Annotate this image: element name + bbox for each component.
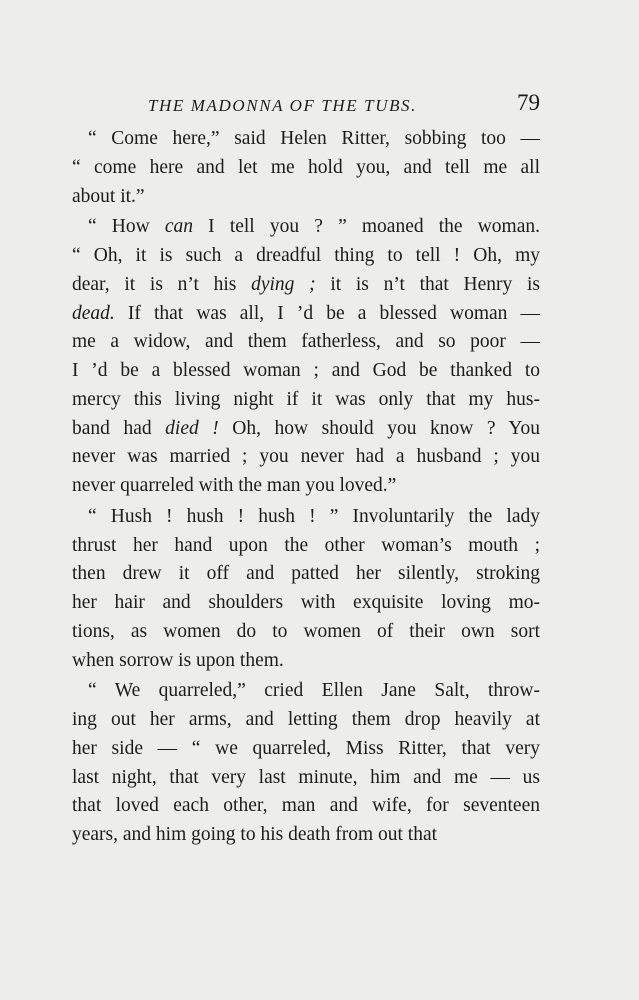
- paragraph: [72, 677, 540, 850]
- text-line: [72, 386, 540, 415]
- text-run: me a widow, and them fatherless, and so poor —: [72, 331, 540, 353]
- italic-text: dying ;: [251, 273, 316, 295]
- text-line: [72, 300, 540, 329]
- text-run: “ We quarreled,” cried Ellen Jane Salt, throw-: [88, 680, 540, 702]
- text-line: [72, 532, 540, 561]
- text-line: [72, 589, 540, 618]
- text-line: [72, 213, 540, 242]
- text-line: [72, 357, 540, 386]
- text-run: “ Hush ! hush ! hush ! ” Involuntarily the lady: [88, 505, 540, 527]
- text-run: about it.”: [72, 185, 145, 207]
- text-line: [72, 821, 540, 850]
- text-run: dear, it is n’t his: [72, 273, 252, 295]
- text-line: [72, 328, 540, 357]
- text-line: [72, 618, 540, 647]
- text-line: [72, 183, 540, 212]
- text-line: [72, 443, 540, 472]
- paragraph: [72, 213, 540, 501]
- text-line: [72, 503, 540, 532]
- text-run: never quarreled with the man you loved.”: [72, 475, 397, 496]
- body-text: [72, 125, 540, 850]
- text-line: [72, 242, 540, 271]
- text-run: never was married ; you never had a husband ; you: [72, 446, 540, 468]
- text-run: “ Oh, it is such a dreadful thing to tell ! Oh, my: [72, 245, 540, 266]
- text-run: when sorrow is upon them.: [72, 649, 284, 671]
- text-run: her hair and shoulders with exquisite loving mo-: [72, 592, 540, 613]
- text-line: [72, 472, 540, 501]
- text-line: [72, 271, 540, 300]
- text-run: that loved each other, man and wife, for seventeen: [72, 795, 540, 817]
- text-run: “ How: [88, 216, 165, 238]
- page-number: 79: [517, 90, 540, 115]
- text-line: [72, 792, 540, 821]
- text-run: thrust her hand upon the other woman’s mouth ;: [72, 534, 540, 556]
- text-line: [72, 735, 540, 764]
- text-run: I tell you ? ” moaned the woman.: [193, 216, 540, 238]
- text-run: band had: [72, 417, 166, 439]
- text-line: [72, 125, 540, 154]
- text-line: [72, 764, 540, 793]
- text-line: [72, 154, 540, 183]
- text-line: [72, 647, 540, 676]
- text-run: “ Come here,” said Helen Ritter, sobbing too —: [88, 128, 540, 149]
- text-line: [72, 415, 540, 444]
- text-run: tions, as women do to women of their own sort: [72, 620, 540, 642]
- running-title: THE MADONNA OF THE TUBS.: [148, 96, 418, 115]
- text-run: her side — “ we quarreled, Miss Ritter, that very: [72, 737, 540, 759]
- text-run: years, and him going to his death from out that: [72, 824, 438, 845]
- text-run: I ’d be a blessed woman ; and God be thanked to: [72, 360, 540, 381]
- text-run: mercy this living night if it was only that my hus-: [72, 388, 540, 410]
- text-run: last night, that very last minute, him and me — us: [72, 766, 540, 788]
- italic-text: died !: [165, 417, 219, 439]
- paragraph: [72, 503, 540, 676]
- italic-text: can: [164, 216, 194, 238]
- text-run: “ come here and let me hold you, and tell me all: [72, 156, 540, 178]
- text-run: it is n’t that Henry is: [315, 273, 540, 295]
- text-line: [72, 677, 540, 706]
- text-line: [72, 706, 540, 735]
- text-run: If that was all, I ’d be a blessed woman —: [114, 302, 540, 324]
- text-line: [72, 560, 540, 589]
- text-run: then drew it off and patted her silently, stroking: [72, 563, 540, 585]
- paragraph: [72, 125, 540, 211]
- running-head: [72, 90, 540, 120]
- text-run: ing out her arms, and letting them drop heavily at: [72, 709, 540, 730]
- text-run: Oh, how should you know ? You: [218, 417, 540, 439]
- italic-text: dead.: [72, 302, 115, 324]
